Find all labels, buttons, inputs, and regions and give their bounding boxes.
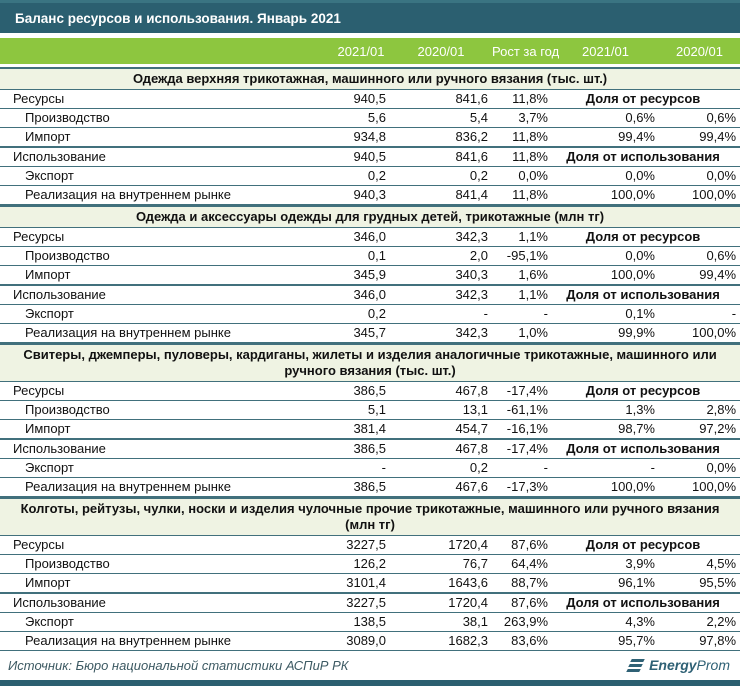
cell-value: 0,0%: [659, 167, 740, 186]
balance-table: [0, 67, 740, 651]
column-header-2021-share: 2021/01: [582, 43, 629, 59]
table-row: [0, 186, 740, 205]
cell-value: 1682,3: [390, 632, 492, 651]
row-label: Экспорт: [0, 305, 332, 324]
cell-value: 2,8%: [659, 401, 740, 420]
cell-value: 0,2: [390, 459, 492, 478]
section-title: Свитеры, джемперы, пуловеры, кардиганы, жилеты и изделия аналогичные трикотажные, машинного или ручного вязания (тыс. шт.): [0, 343, 740, 382]
share-heading: Доля от использования: [552, 593, 740, 613]
cell-value: 940,5: [332, 147, 390, 167]
cell-value: -61,1%: [492, 401, 552, 420]
table-row: [0, 536, 740, 555]
section-title-row: [0, 497, 740, 536]
row-label: Ресурсы: [0, 382, 332, 401]
cell-value: 5,4: [390, 109, 492, 128]
table-row: [0, 555, 740, 574]
cell-value: 11,8%: [492, 186, 552, 205]
cell-value: 100,0%: [552, 266, 659, 285]
cell-value: 87,6%: [492, 593, 552, 613]
row-label: Производство: [0, 247, 332, 266]
report-title: Баланс ресурсов и использования. Январь 2021: [15, 10, 341, 26]
row-label: Использование: [0, 147, 332, 167]
cell-value: -: [332, 459, 390, 478]
share-heading: Доля от ресурсов: [552, 228, 740, 247]
section-title-row: [0, 343, 740, 382]
column-header-2021-values: 2021/01: [337, 43, 385, 59]
cell-value: 454,7: [390, 420, 492, 439]
table-row: [0, 478, 740, 497]
cell-value: 11,8%: [492, 147, 552, 167]
section-title: Одежда и аксессуары одежды для грудных детей, трикотажные (млн тг): [0, 205, 740, 228]
row-label: Импорт: [0, 266, 332, 285]
cell-value: -: [390, 305, 492, 324]
energyprom-logo-text: [649, 657, 730, 673]
table-row: [0, 247, 740, 266]
row-label: Экспорт: [0, 459, 332, 478]
row-label: Ресурсы: [0, 90, 332, 109]
row-label: Экспорт: [0, 613, 332, 632]
cell-value: 3089,0: [332, 632, 390, 651]
row-label: Производство: [0, 401, 332, 420]
table-row: [0, 401, 740, 420]
logo-text-regular: Prom: [696, 657, 730, 673]
report-footer: [0, 651, 740, 678]
column-header-2020-share: 2020/01: [676, 43, 723, 59]
cell-value: 346,0: [332, 285, 390, 305]
cell-value: 0,0%: [659, 459, 740, 478]
cell-value: -17,4%: [492, 382, 552, 401]
cell-value: 0,0%: [552, 167, 659, 186]
cell-value: 1,0%: [492, 324, 552, 343]
row-label: Реализация на внутреннем рынке: [0, 186, 332, 205]
report-title-bar: [0, 0, 740, 33]
row-label: Экспорт: [0, 167, 332, 186]
cell-value: 99,4%: [552, 128, 659, 147]
cell-value: 97,8%: [659, 632, 740, 651]
cell-value: 97,2%: [659, 420, 740, 439]
table-row: [0, 305, 740, 324]
table-row: [0, 147, 740, 167]
row-label: Импорт: [0, 574, 332, 593]
cell-value: 345,7: [332, 324, 390, 343]
row-label: Производство: [0, 555, 332, 574]
cell-value: 4,5%: [659, 555, 740, 574]
cell-value: 100,0%: [552, 186, 659, 205]
cell-value: -95,1%: [492, 247, 552, 266]
cell-value: 138,5: [332, 613, 390, 632]
cell-value: 386,5: [332, 382, 390, 401]
cell-value: 841,6: [390, 90, 492, 109]
share-heading: Доля от использования: [552, 147, 740, 167]
row-label: Реализация на внутреннем рынке: [0, 478, 332, 497]
cell-value: 99,9%: [552, 324, 659, 343]
cell-value: 98,7%: [552, 420, 659, 439]
cell-value: -: [492, 459, 552, 478]
row-label: Реализация на внутреннем рынке: [0, 632, 332, 651]
cell-value: 940,5: [332, 90, 390, 109]
cell-value: 38,1: [390, 613, 492, 632]
cell-value: 1720,4: [390, 593, 492, 613]
cell-value: 3,7%: [492, 109, 552, 128]
row-label: Ресурсы: [0, 536, 332, 555]
cell-value: 126,2: [332, 555, 390, 574]
cell-value: 836,2: [390, 128, 492, 147]
cell-value: 841,6: [390, 147, 492, 167]
cell-value: 1,6%: [492, 266, 552, 285]
cell-value: -: [492, 305, 552, 324]
table-row: [0, 324, 740, 343]
energyprom-bars-icon: [627, 659, 644, 672]
row-label: Импорт: [0, 128, 332, 147]
row-label: Импорт: [0, 420, 332, 439]
cell-value: 934,8: [332, 128, 390, 147]
cell-value: -17,3%: [492, 478, 552, 497]
cell-value: 100,0%: [552, 478, 659, 497]
cell-value: 4,3%: [552, 613, 659, 632]
cell-value: 5,1: [332, 401, 390, 420]
table-row: [0, 382, 740, 401]
cell-value: 100,0%: [659, 478, 740, 497]
bottom-accent-bar: [0, 680, 740, 686]
cell-value: 0,6%: [552, 109, 659, 128]
cell-value: 940,3: [332, 186, 390, 205]
cell-value: 0,2: [332, 305, 390, 324]
cell-value: 95,5%: [659, 574, 740, 593]
section-title-row: [0, 67, 740, 90]
cell-value: 100,0%: [659, 324, 740, 343]
cell-value: 342,3: [390, 324, 492, 343]
cell-value: 11,8%: [492, 128, 552, 147]
cell-value: 76,7: [390, 555, 492, 574]
table-row: [0, 285, 740, 305]
table-row: [0, 90, 740, 109]
cell-value: 5,6: [332, 109, 390, 128]
cell-value: 467,8: [390, 439, 492, 459]
row-label: Реализация на внутреннем рынке: [0, 324, 332, 343]
cell-value: 99,4%: [659, 128, 740, 147]
cell-value: 3227,5: [332, 593, 390, 613]
column-header-growth: Рост за год: [492, 43, 560, 59]
share-heading: Доля от использования: [552, 439, 740, 459]
section-title: Одежда верхняя трикотажная, машинного или ручного вязания (тыс. шт.): [0, 67, 740, 90]
cell-value: 87,6%: [492, 536, 552, 555]
cell-value: 83,6%: [492, 632, 552, 651]
cell-value: 0,0%: [492, 167, 552, 186]
cell-value: 0,2: [390, 167, 492, 186]
cell-value: -17,4%: [492, 439, 552, 459]
cell-value: 3101,4: [332, 574, 390, 593]
row-label: Использование: [0, 439, 332, 459]
row-label: Производство: [0, 109, 332, 128]
cell-value: 64,4%: [492, 555, 552, 574]
table-row: [0, 228, 740, 247]
cell-value: 0,2: [332, 167, 390, 186]
share-heading: Доля от ресурсов: [552, 90, 740, 109]
column-header-2020-values: 2020/01: [417, 43, 465, 59]
share-heading: Доля от использования: [552, 285, 740, 305]
cell-value: 0,6%: [659, 247, 740, 266]
cell-value: 467,6: [390, 478, 492, 497]
cell-value: 11,8%: [492, 90, 552, 109]
cell-value: 263,9%: [492, 613, 552, 632]
column-header-bar: [0, 38, 740, 64]
cell-value: 2,0: [390, 247, 492, 266]
table-row: [0, 459, 740, 478]
cell-value: -: [552, 459, 659, 478]
table-row: [0, 632, 740, 651]
table-row: [0, 167, 740, 186]
cell-value: 1720,4: [390, 536, 492, 555]
table-row: [0, 574, 740, 593]
logo-text-bold: Energy: [649, 657, 697, 673]
cell-value: 467,8: [390, 382, 492, 401]
cell-value: 841,4: [390, 186, 492, 205]
cell-value: 342,3: [390, 285, 492, 305]
cell-value: 386,5: [332, 478, 390, 497]
cell-value: 1643,6: [390, 574, 492, 593]
cell-value: 13,1: [390, 401, 492, 420]
cell-value: 1,3%: [552, 401, 659, 420]
cell-value: 96,1%: [552, 574, 659, 593]
table-row: [0, 128, 740, 147]
cell-value: 381,4: [332, 420, 390, 439]
cell-value: 345,9: [332, 266, 390, 285]
table-row: [0, 439, 740, 459]
cell-value: 99,4%: [659, 266, 740, 285]
cell-value: 0,6%: [659, 109, 740, 128]
cell-value: 100,0%: [659, 186, 740, 205]
cell-value: 386,5: [332, 439, 390, 459]
table-row: [0, 266, 740, 285]
cell-value: 346,0: [332, 228, 390, 247]
section-title: Колготы, рейтузы, чулки, носки и изделия чулочные прочие трикотажные, машинного или ручного вязания (млн тг): [0, 497, 740, 536]
table-row: [0, 593, 740, 613]
cell-value: 0,1: [332, 247, 390, 266]
table-row: [0, 613, 740, 632]
cell-value: 95,7%: [552, 632, 659, 651]
table-row: [0, 420, 740, 439]
cell-value: 3,9%: [552, 555, 659, 574]
share-heading: Доля от ресурсов: [552, 382, 740, 401]
cell-value: 0,0%: [552, 247, 659, 266]
cell-value: 1,1%: [492, 228, 552, 247]
row-label: Ресурсы: [0, 228, 332, 247]
share-heading: Доля от ресурсов: [552, 536, 740, 555]
cell-value: 3227,5: [332, 536, 390, 555]
source-note: Источник: Бюро национальной статистики АСПиР РК: [8, 657, 349, 673]
row-label: Использование: [0, 593, 332, 613]
table-row: [0, 109, 740, 128]
cell-value: -: [659, 305, 740, 324]
cell-value: 2,2%: [659, 613, 740, 632]
cell-value: 342,3: [390, 228, 492, 247]
cell-value: 0,1%: [552, 305, 659, 324]
energyprom-logo: [627, 657, 730, 673]
cell-value: 88,7%: [492, 574, 552, 593]
cell-value: 340,3: [390, 266, 492, 285]
row-label: Использование: [0, 285, 332, 305]
cell-value: -16,1%: [492, 420, 552, 439]
section-title-row: [0, 205, 740, 228]
cell-value: 1,1%: [492, 285, 552, 305]
